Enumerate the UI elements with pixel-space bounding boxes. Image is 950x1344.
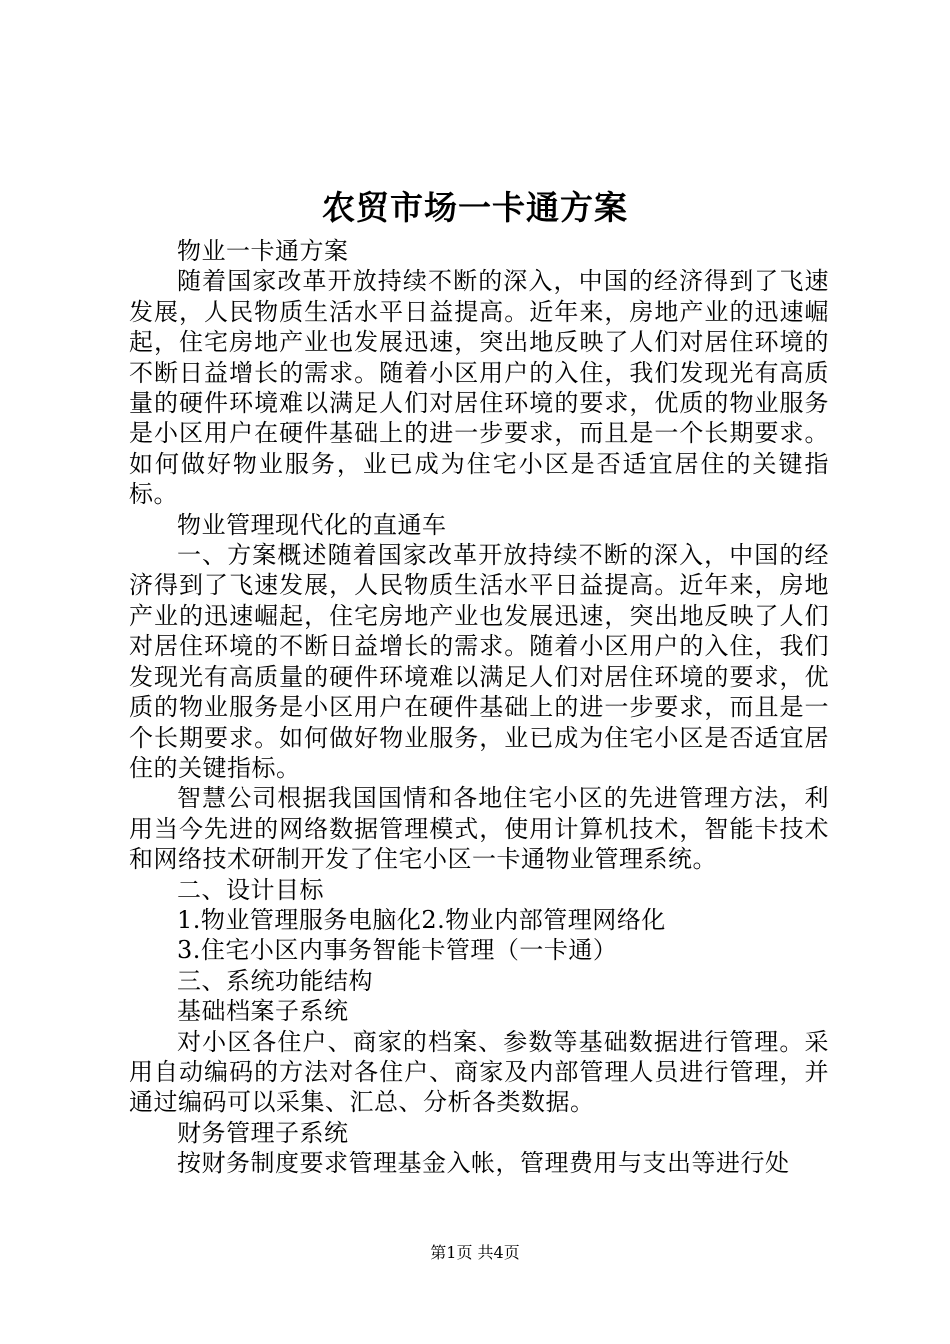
paragraph: 基础档案子系统 [177,997,349,1026]
document-title: 农贸市场一卡通方案 [322,188,628,227]
paragraph: 三、系统功能结构 [177,966,373,995]
paragraph: 二、设计目标 [177,875,324,904]
paragraph: 一、方案概述随着国家改革开放持续不断的深入，中国的经济得到了飞速发展，人民物质生活水平日益提高。近年来，房地产业的迅速崛起，住宅房地产业也发展迅速，突出地反映了人们对居住环境的不断日益增长的需求。随着小区用户的入住，我们发现光有高质量的硬件环境难以满足人们对居住环境的要求，优质的物业服务是小区用户在硬件基础上的进一步要求，而且是一个长期要求。如何做好物业服务，业已成为住宅小区是否适宜居住的关键指标。 [129,541,829,782]
paragraph: 物业一卡通方案 [177,237,349,265]
paragraph: 随着国家改革开放持续不断的深入，中国的经济得到了飞速发展，人民物质生活水平日益提高。近年来，房地产业的迅速崛起，住宅房地产业也发展迅速，突出地反映了人们对居住环境的不断日益增长的需求。随着小区用户的入住，我们发现光有高质量的硬件环境难以满足人们对居住环境的要求，优质的物业服务是小区用户在硬件基础上的进一步要求，而且是一个长期要求。如何做好物业服务，业已成为住宅小区是否适宜居住的关键指标。 [129,267,829,509]
paragraph: 财务管理子系统 [177,1118,349,1147]
paragraph: 对小区各住户、商家的档案、参数等基础数据进行管理。采用自动编码的方法对各住户、商家及内部管理人员进行管理，并通过编码可以采集、汇总、分析各类数据。 [129,1027,829,1117]
document-body [129,236,829,1179]
paragraph: 3.住宅小区内事务智能卡管理（一卡通） [177,936,618,965]
paragraph: 物业管理现代化的直通车 [177,510,447,539]
paragraph: 1.物业管理服务电脑化2.物业内部管理网络化 [177,905,666,934]
page-number-footer: 第1页 共4页 [430,1243,520,1262]
paragraph: 智慧公司根据我国国情和各地住宅小区的先进管理方法，利用当今先进的网络数据管理模式，使用计算机技术，智能卡技术和网络技术研制开发了住宅小区一卡通物业管理系统。 [129,784,829,874]
paragraph: 按财务制度要求管理基金入帐，管理费用与支出等进行处 [177,1149,790,1178]
